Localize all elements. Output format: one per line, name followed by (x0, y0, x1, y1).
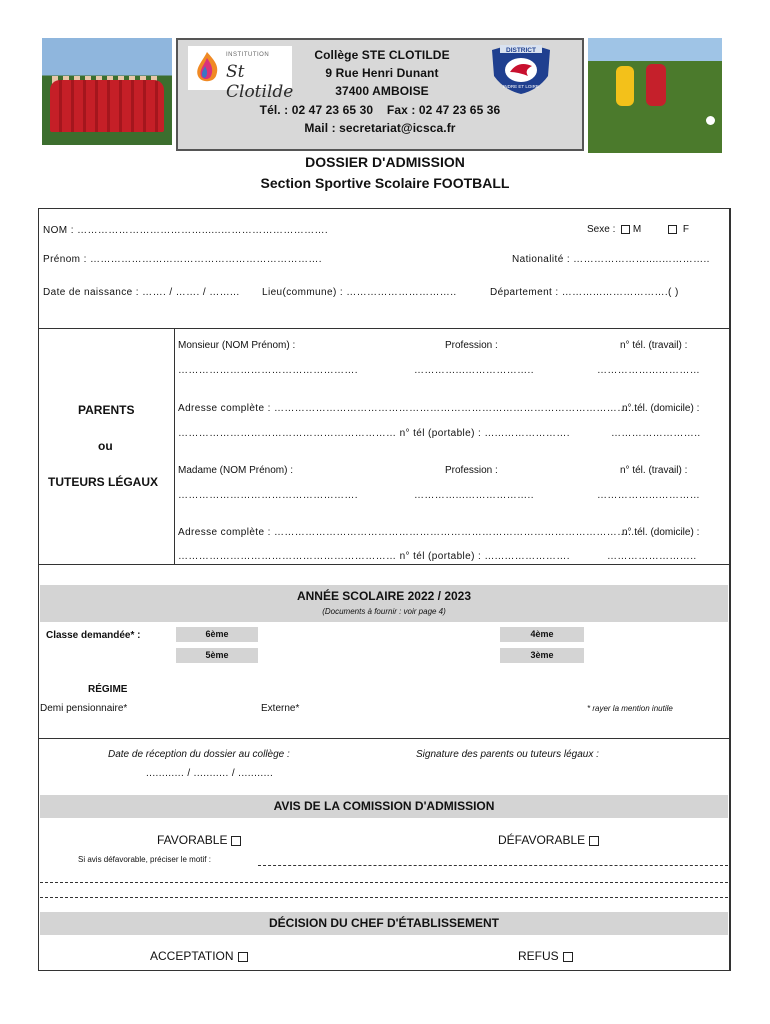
sexe-field[interactable] (587, 224, 689, 235)
favorable-checkbox[interactable] (231, 836, 241, 846)
defavorable-checkbox[interactable] (589, 836, 599, 846)
logo-script: St Clotilde (226, 62, 294, 102)
refus-checkbox[interactable] (563, 952, 573, 962)
classe-4eme[interactable]: 4ème (500, 627, 584, 642)
divider (38, 564, 730, 565)
district-top-text: DISTRICT (506, 47, 536, 54)
monsieur-label: Monsieur (NOM Prénom) : (178, 340, 296, 351)
refus-option[interactable] (518, 949, 573, 963)
divider (38, 328, 730, 329)
prenom-field[interactable]: Prénom : …………………………………………………………. (43, 254, 322, 265)
signature-label: Signature des parents ou tuteurs légaux : (416, 749, 599, 760)
externe-option[interactable]: Externe* (261, 703, 300, 714)
acceptation-checkbox[interactable] (238, 952, 248, 962)
mention-note: * rayer la mention inutile (587, 704, 673, 713)
favorable-label: FAVORABLE (157, 833, 228, 847)
madame-portable-field[interactable]: ……………………………………………………… n° tél (portable) : …...………………. (178, 551, 570, 562)
madame-label: Madame (NOM Prénom) : (178, 465, 294, 476)
player-red (646, 64, 666, 106)
tel-travail-label: n° tél. (travail) : (620, 465, 688, 476)
departement-field[interactable]: Département : ………...……………….( ) (490, 287, 679, 298)
motif-line[interactable] (258, 865, 728, 866)
form-frame-edge (729, 208, 731, 971)
college-street: 9 Rue Henri Dunant (325, 66, 439, 80)
divider (174, 328, 175, 564)
madame-tel-domicile-field[interactable]: …………………….. (607, 551, 697, 562)
classe-5eme[interactable]: 5ème (176, 648, 258, 663)
tel-domicile-label: n° tél. (domicile) : (622, 403, 700, 414)
motif-line[interactable] (40, 897, 728, 898)
motif-line[interactable] (40, 882, 728, 883)
tuteurs-label: TUTEURS LÉGAUX (48, 475, 159, 489)
parents-label: PARENTS (78, 403, 135, 417)
college-name: Collège STE CLOTILDE (314, 48, 450, 62)
team-jerseys (50, 80, 164, 132)
monsieur-tel-travail-field[interactable]: ……………...………… (597, 365, 701, 376)
lieu-field[interactable]: Lieu(commune) : ………………………….. (262, 287, 457, 298)
college-phone-fax: Tél. : 02 47 23 65 30 Fax : 02 47 23 65 36 (259, 103, 501, 117)
acceptation-option[interactable] (150, 949, 248, 963)
monsieur-profession-field[interactable]: …………...……………….. (414, 365, 534, 376)
tel-travail-label: n° tél. (travail) : (620, 340, 688, 351)
favorable-option[interactable] (157, 833, 241, 847)
classe-label: Classe demandée* : (46, 630, 141, 641)
nom-field[interactable]: NOM : ………………………………......…………………………. (43, 225, 329, 236)
regime-label: RÉGIME (88, 684, 128, 695)
madame-adresse-field[interactable]: Adresse complète : …………………………………………………………………………………………… (178, 527, 638, 538)
monsieur-adresse-field[interactable]: Adresse complète : …………………………………………………………………………………………… (178, 403, 638, 414)
team-photo (42, 38, 172, 145)
district-bottom-text: INDRE ET LOIRE (503, 84, 539, 89)
classe-6eme[interactable]: 6ème (176, 627, 258, 642)
monsieur-tel-domicile-field[interactable]: …………………….. (611, 428, 701, 439)
flame-icon (192, 50, 222, 86)
demi-pensionnaire-option[interactable]: Demi pensionnaire* (40, 703, 128, 714)
page-title: DOSSIER D'ADMISSION (305, 154, 465, 170)
naissance-field[interactable]: Date de naissance : ……. / ……. / ……... (43, 287, 240, 298)
motif-label: Si avis défavorable, préciser le motif : (78, 855, 211, 864)
sexe-m-label: M (632, 224, 642, 235)
date-reception-label: Date de réception du dossier au collège : (108, 749, 290, 760)
nationalite-field[interactable]: Nationalité : ………………….....………….. (512, 254, 710, 265)
sexe-f-label: F (682, 224, 689, 235)
sexe-f-checkbox[interactable] (668, 225, 677, 234)
college-header (176, 38, 584, 151)
monsieur-name-field[interactable]: ……………………………………………. (178, 365, 358, 376)
avis-title: AVIS DE LA COMISSION D'ADMISSION (273, 799, 495, 813)
match-photo (588, 38, 722, 153)
ball (706, 116, 715, 125)
monsieur-portable-field[interactable]: ……………………………………………………… n° tél (portable) : …...………………. (178, 428, 570, 439)
divider (38, 738, 730, 739)
player-yellow (616, 66, 634, 106)
sexe-label: Sexe : (587, 224, 616, 235)
madame-profession-field[interactable]: …………...……………….. (414, 490, 534, 501)
annee-subtitle: (Documents à fournir : voir page 4) (322, 607, 446, 616)
acceptation-label: ACCEPTATION (150, 949, 234, 963)
sexe-m-checkbox[interactable] (621, 225, 630, 234)
college-city: 37400 AMBOISE (335, 84, 429, 98)
date-reception-field[interactable]: ............ / ........... / ........... (146, 768, 274, 779)
profession-label: Profession : (445, 340, 498, 351)
defavorable-label: DÉFAVORABLE (498, 833, 586, 847)
classe-3eme[interactable]: 3ème (500, 648, 584, 663)
profession-label: Profession : (445, 465, 498, 476)
defavorable-option[interactable] (498, 833, 599, 847)
college-mail: Mail : secretariat@icsca.fr (304, 121, 456, 135)
ou-label: ou (98, 439, 113, 453)
logo-institution: INSTITUTION (226, 52, 270, 58)
district-logo (488, 42, 554, 96)
annee-title: ANNÉE SCOLAIRE 2022 / 2023 (296, 589, 472, 603)
madame-name-field[interactable]: ……………………………………………. (178, 490, 358, 501)
page-subtitle: Section Sportive Scolaire FOOTBALL (260, 175, 510, 191)
decision-title: DÉCISION DU CHEF D'ÉTABLISSEMENT (269, 916, 499, 930)
madame-tel-travail-field[interactable]: ……………...………… (597, 490, 701, 501)
refus-label: REFUS (518, 949, 559, 963)
tel-domicile-label: n° tél. (domicile) : (622, 527, 700, 538)
